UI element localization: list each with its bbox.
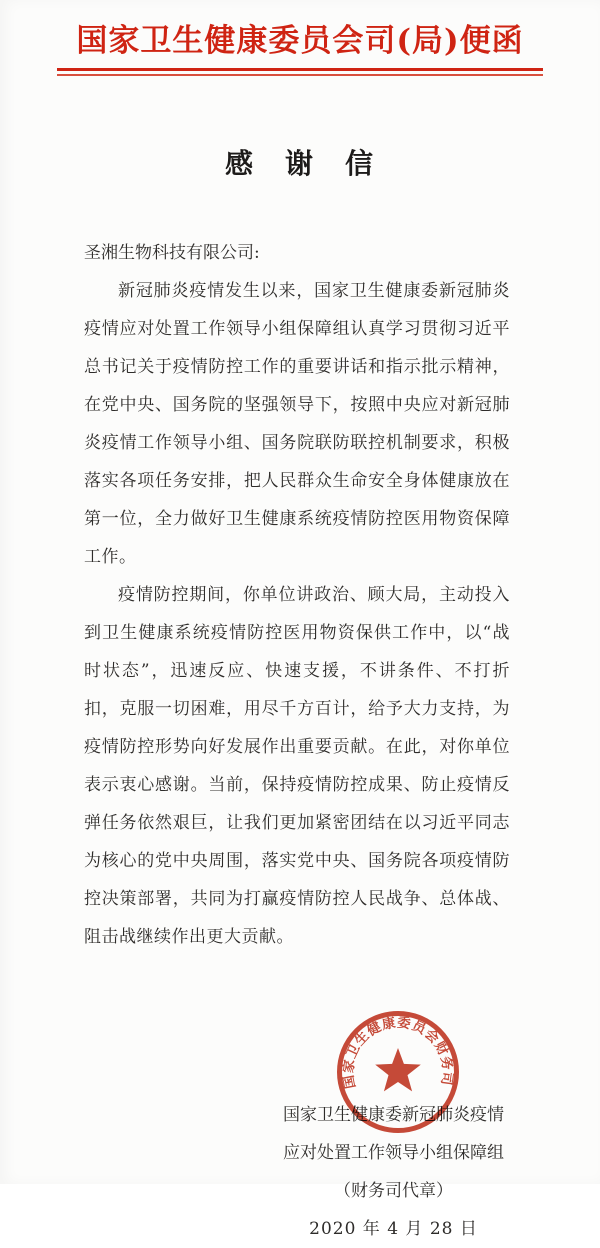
signature-block — [283, 1096, 504, 1248]
body-paragraph-1: 新冠肺炎疫情发生以来，国家卫生健康委新冠肺炎疫情应对处置工作领导小组保障组认真学习贯彻习近平总书记关于疫情防控工作的重要讲话和指示批示精神，在党中央、国务院的坚强领导下，按照中央应对新冠肺炎疫情工作领导小组、国务院联防联控机制要求，积极落实各项任务安排，把人民群众生命安全身体健康放在第一位，全力做好卫生健康系统疫情防控医用物资保障工作。 — [84, 281, 510, 568]
signature-seal-note: （财务司代章） — [334, 1181, 453, 1202]
svg-text:国家卫生健康委员会财务司 — [340, 1014, 457, 1090]
letter-title: 感 谢 信 — [224, 147, 375, 181]
body-paragraph-2: 疫情防控期间，你单位讲政治、顾大局，主动投入到卫生健康系统疫情防控医用物资保供工作中，以“战时状态”，迅速反应、快速支援，不讲条件、不打折扣，克服一切困难，用尽千方百计，给予大力支持，为疫情防控形势向好发展作出重要贡献。在此，对你单位表示衷心感谢。当前，保持疫情防控成果、防止疫情反弹任务依然艰巨，让我们更加紧密团结在以习近平同志为核心的党中央周围，落实党中央、国务院各项疫情防控决策部署，共同为打赢疫情防控人民战争、总体战、阻击战继续作出更大贡献。 — [84, 585, 510, 948]
letterhead-title: 国家卫生健康委员会司(局)便函 — [76, 23, 524, 59]
signature-org-line-1: 国家卫生健康委新冠肺炎疫情 — [283, 1105, 504, 1126]
date-line: 2020 年 4 月 28 日 — [309, 1219, 478, 1240]
seal-arc-text: 国家卫生健康委员会财务司 — [340, 1014, 456, 1090]
signature-org-line-2: 应对处置工作领导小组保障组 — [283, 1143, 504, 1164]
seal-star-icon — [375, 1048, 421, 1091]
letterhead-divider — [57, 68, 543, 76]
letterhead — [0, 0, 600, 76]
recipient-line: 圣湘生物科技有限公司: — [84, 243, 260, 264]
letter-body — [84, 234, 510, 956]
